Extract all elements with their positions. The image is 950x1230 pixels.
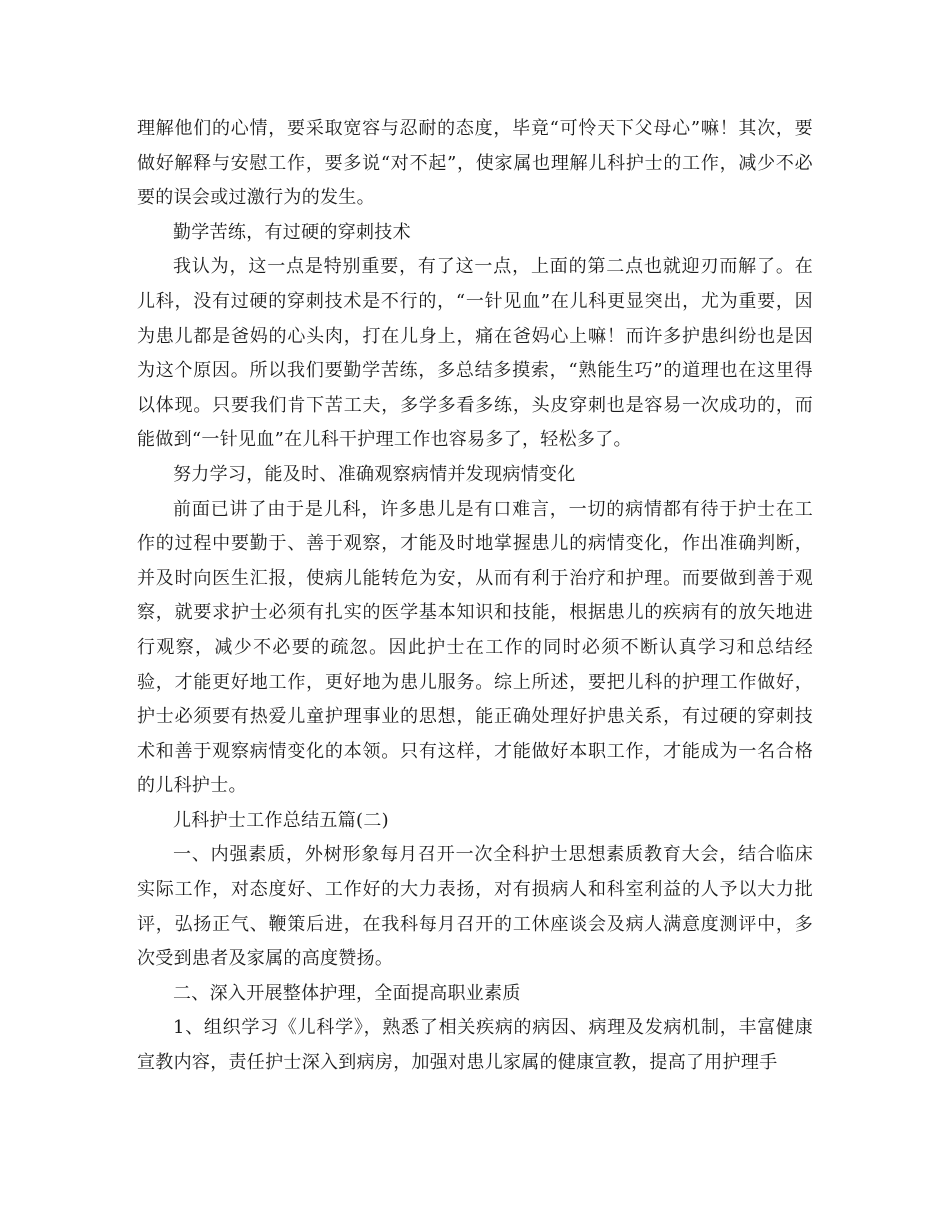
paragraph-5: 前面已讲了由于是儿科，许多患儿是有口难言，一切的病情都有待于护士在工作的过程中要勤于、善于观察，才能及时地掌握患儿的病情变化，作出准确判断，并及时向医生汇报，使病儿能转危为安，从而有利于治疗和护理。而要做到善于观察，就要求护士必须有扎实的医学基本知识和技能，根据患儿的疾病有的放矢地进行观察，减少不必要的疏忽。因此护士在工作的同时必须不断认真学习和总结经验，才能更好地工作，更好地为患儿服务。综上所述，要把儿科的护理工作做好，护士必须要有热爱儿童护理事业的思想，能正确处理好护患关系，有过硬的穿刺技术和善于观察病情变化的本领。只有这样，才能做好本职工作，才能成为一名合格的儿科护士。 (137, 498, 813, 797)
document-body (137, 112, 813, 1081)
paragraph-7: 一、内强素质，外树形象每月召开一次全科护士思想素质教育大会，结合临床实际工作，对态度好、工作好的大力表扬，对有损病人和科室利益的人予以大力批评，弘扬正气、鞭策后进，在我科每月召开的工休座谈会及病人满意度测评中，多次受到患者及家属的高度赞扬。 (137, 844, 813, 970)
document-subtitle: 儿科护士工作总结五篇(二) (173, 809, 389, 831)
paragraph-1: 理解他们的心情，要采取宽容与忍耐的态度，毕竟“可怜天下父母心”嘛！其次，要做好解释与安慰工作，要多说“对不起”，使家属也理解儿科护士的工作，减少不必要的误会或过激行为的发生。 (137, 118, 813, 209)
section-heading-holistic-care: 二、深入开展整体护理，全面提高职业素质 (173, 982, 521, 1004)
section-heading-puncture-skill: 勤学苦练，有过硬的穿刺技术 (173, 221, 411, 243)
paragraph-9: 1、组织学习《儿科学》，熟悉了相关疾病的病因、病理及发病机制，丰富健康宣教内容，责任护士深入到病房，加强对患儿家属的健康宣教，提高了用护理手 (137, 1017, 813, 1074)
section-heading-observation: 努力学习，能及时、准确观察病情并发现病情变化 (173, 463, 576, 485)
paragraph-3: 我认为，这一点是特别重要，有了这一点，上面的第二点也就迎刃而解了。在儿科，没有过硬的穿刺技术是不行的，“一针见血”在儿科更显突出，尤为重要，因为患儿都是爸妈的心头肉，打在儿身上，痛在爸妈心上嘛！而许多护患纠纷也是因为这个原因。所以我们要勤学苦练，多总结多摸索，“熟能生巧”的道理也在这里得以体现。只要我们肯下苦工夫，多学多看多练，头皮穿刺也是容易一次成功的，而能做到“一针见血”在儿科干护理工作也容易多了，轻松多了。 (137, 256, 813, 451)
